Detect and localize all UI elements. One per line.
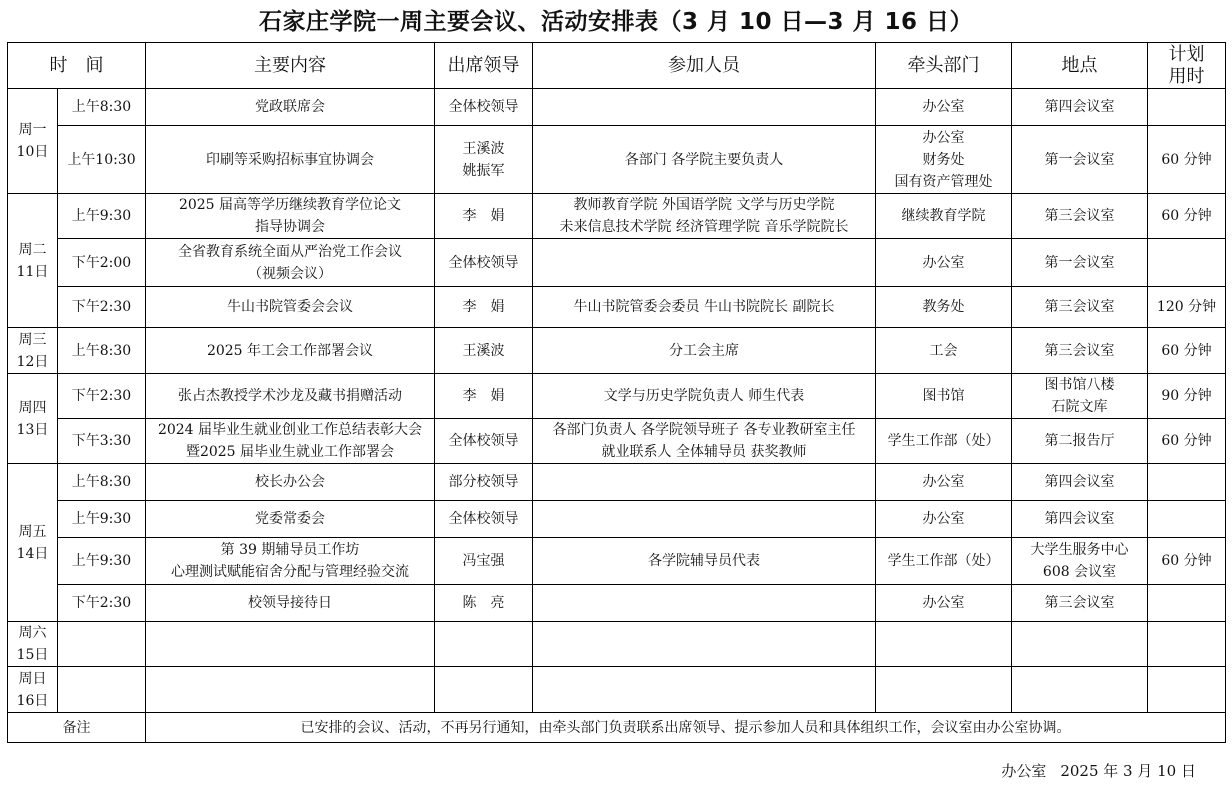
event-participants-line: 文学与历史学院负责人 师生代表 bbox=[603, 388, 805, 404]
event-dept-line: 办公室 bbox=[922, 129, 965, 146]
event-participants-line: 各部门负责人 各学院领导班子 各专业教研室主任 bbox=[552, 422, 856, 438]
event-leader bbox=[435, 419, 533, 464]
event-time bbox=[58, 622, 146, 667]
day-label-line: 周二 bbox=[18, 241, 47, 258]
event-leader-line: 全体校领导 bbox=[448, 254, 519, 271]
schedule-row bbox=[8, 239, 1226, 287]
event-participants bbox=[533, 287, 876, 328]
event-location bbox=[1012, 419, 1148, 464]
event-content bbox=[146, 501, 435, 538]
schedule-body bbox=[8, 89, 1226, 713]
day-label-line: 周日 bbox=[18, 670, 47, 687]
event-content-line: 校领导接待日 bbox=[248, 595, 332, 611]
event-location-line: 第三会议室 bbox=[1044, 299, 1115, 315]
event-content bbox=[146, 622, 435, 667]
event-content bbox=[146, 239, 435, 287]
event-participants-line: 各学院辅导员代表 bbox=[648, 553, 760, 569]
event-duration bbox=[1148, 89, 1226, 126]
event-location-line: 第四会议室 bbox=[1044, 511, 1115, 527]
event-dept-line: 国有资产管理处 bbox=[894, 173, 993, 190]
header-content: 主要内容 bbox=[146, 43, 435, 89]
note-text: 已安排的会议、活动，不再另行通知，由牵头部门负责联系出席领导、提示参加人员和具体组织工作，会议室由办公室协调。 bbox=[146, 713, 1226, 743]
event-time: 上午8:30 bbox=[58, 464, 146, 501]
event-content-line: 2024 届毕业生就业创业工作总结表彰大会 bbox=[157, 422, 423, 438]
event-content-line: 第 39 期辅导员工作坊 bbox=[220, 542, 360, 558]
note-row bbox=[8, 713, 1226, 743]
event-duration: 120 分钟 bbox=[1148, 287, 1226, 328]
schedule-table bbox=[7, 42, 1226, 743]
event-time: 下午2:30 bbox=[58, 287, 146, 328]
event-location bbox=[1012, 287, 1148, 328]
event-content-line: 牛山书院管委会会议 bbox=[227, 299, 353, 315]
event-dept bbox=[876, 328, 1012, 374]
event-dept bbox=[876, 501, 1012, 538]
event-dept-line: 教务处 bbox=[922, 299, 965, 315]
day-label-line: 周一 bbox=[18, 122, 47, 138]
event-dept bbox=[876, 239, 1012, 287]
event-content bbox=[146, 287, 435, 328]
event-leader bbox=[435, 538, 533, 585]
event-participants-line: 未来信息技术学院 经济管理学院 音乐学院院长 bbox=[559, 219, 849, 235]
day-label-line: 10日 bbox=[16, 144, 49, 160]
event-content-line: 张占杰教授学术沙龙及藏书捐赠活动 bbox=[178, 388, 402, 404]
event-content-line: 全省教育系统全面从严治党工作会议 bbox=[178, 243, 402, 260]
event-time: 下午2:00 bbox=[58, 239, 146, 287]
event-leader bbox=[435, 585, 533, 622]
event-leader bbox=[435, 239, 533, 287]
event-participants bbox=[533, 501, 876, 538]
event-dept bbox=[876, 419, 1012, 464]
event-participants bbox=[533, 328, 876, 374]
event-dept-line: 工会 bbox=[929, 342, 958, 359]
event-content-line: 印刷等采购招标事宜协调会 bbox=[206, 151, 374, 168]
footer-date: 2025 年 3 月 10 日 bbox=[1060, 762, 1196, 780]
day-label bbox=[8, 464, 58, 622]
header-location: 地点 bbox=[1012, 43, 1148, 89]
event-participants bbox=[533, 374, 876, 419]
event-participants bbox=[533, 239, 876, 287]
day-label-line: 周三 bbox=[18, 331, 47, 348]
event-leader bbox=[435, 667, 533, 713]
header-leader: 出席领导 bbox=[435, 43, 533, 89]
event-content-line: 校长办公会 bbox=[255, 474, 325, 490]
event-time: 上午9:30 bbox=[58, 538, 146, 585]
event-duration: 60 分钟 bbox=[1148, 126, 1226, 194]
schedule-row bbox=[8, 328, 1226, 374]
event-leader bbox=[435, 464, 533, 501]
event-location-line: 第一会议室 bbox=[1044, 151, 1115, 168]
event-participants bbox=[533, 622, 876, 667]
event-content-line: 党政联席会 bbox=[255, 99, 325, 115]
event-duration bbox=[1148, 239, 1226, 287]
event-participants-line: 教师教育学院 外国语学院 文学与历史学院 bbox=[573, 197, 835, 213]
event-content bbox=[146, 194, 435, 239]
event-participants bbox=[533, 419, 876, 464]
event-participants bbox=[533, 126, 876, 194]
header-dept: 牵头部门 bbox=[876, 43, 1012, 89]
event-participants bbox=[533, 89, 876, 126]
event-dept-line: 图书馆 bbox=[922, 388, 965, 404]
event-participants-line: 各部门 各学院主要负责人 bbox=[624, 151, 784, 168]
event-location-line: 第四会议室 bbox=[1044, 474, 1115, 490]
event-time bbox=[58, 667, 146, 713]
schedule-row bbox=[8, 126, 1226, 194]
event-leader bbox=[435, 501, 533, 538]
header-plan-line2: 用时 bbox=[1168, 65, 1205, 87]
event-time: 下午2:30 bbox=[58, 585, 146, 622]
event-leader bbox=[435, 194, 533, 239]
day-label-line: 16日 bbox=[16, 692, 49, 709]
event-content-line: 暨2025 届毕业生就业工作部署会 bbox=[185, 444, 395, 460]
schedule-row bbox=[8, 501, 1226, 538]
event-location bbox=[1012, 89, 1148, 126]
event-time: 上午10:30 bbox=[58, 126, 146, 194]
event-dept bbox=[876, 89, 1012, 126]
schedule-row bbox=[8, 287, 1226, 328]
event-location bbox=[1012, 239, 1148, 287]
event-leader-line: 部分校领导 bbox=[448, 474, 519, 490]
day-label-line: 14日 bbox=[16, 545, 49, 562]
event-dept-line: 办公室 bbox=[922, 595, 965, 611]
event-leader bbox=[435, 287, 533, 328]
event-dept-line: 学生工作部（处） bbox=[887, 553, 1000, 569]
event-participants-line: 就业联系人 全体辅导员 获奖教师 bbox=[601, 444, 807, 460]
event-leader-line: 全体校领导 bbox=[448, 433, 519, 449]
day-label bbox=[8, 667, 58, 713]
event-leader bbox=[435, 126, 533, 194]
event-duration bbox=[1148, 464, 1226, 501]
event-dept bbox=[876, 194, 1012, 239]
event-duration bbox=[1148, 667, 1226, 713]
day-label-line: 13日 bbox=[16, 421, 49, 438]
header-plan-line1: 计划 bbox=[1168, 43, 1205, 65]
event-dept bbox=[876, 622, 1012, 667]
event-location-line: 第四会议室 bbox=[1044, 99, 1115, 115]
day-label bbox=[8, 89, 58, 194]
event-dept bbox=[876, 287, 1012, 328]
event-content bbox=[146, 667, 435, 713]
event-location bbox=[1012, 501, 1148, 538]
event-location-line: 第二报告厅 bbox=[1044, 433, 1115, 449]
event-leader-line: 陈 亮 bbox=[462, 595, 505, 611]
event-location-line: 608 会议室 bbox=[1042, 564, 1117, 580]
day-label-line: 周六 bbox=[18, 625, 47, 641]
footer-office: 办公室 bbox=[1001, 762, 1047, 780]
event-leader bbox=[435, 328, 533, 374]
event-content bbox=[146, 538, 435, 585]
event-dept bbox=[876, 585, 1012, 622]
event-content-line: 2025 年工会工作部署会议 bbox=[206, 342, 374, 359]
event-leader-line: 冯宝强 bbox=[462, 553, 505, 569]
schedule-row bbox=[8, 89, 1226, 126]
event-location-line: 图书馆八楼 bbox=[1044, 377, 1115, 393]
event-dept-line: 办公室 bbox=[922, 254, 965, 271]
event-content bbox=[146, 585, 435, 622]
event-participants-line: 牛山书院管委会委员 牛山书院院长 副院长 bbox=[573, 299, 835, 315]
event-duration bbox=[1148, 501, 1226, 538]
day-label bbox=[8, 328, 58, 374]
event-dept-line: 学生工作部（处） bbox=[887, 433, 1000, 449]
day-label-line: 15日 bbox=[16, 647, 49, 663]
event-dept-line: 办公室 bbox=[922, 474, 965, 490]
event-time: 下午2:30 bbox=[58, 374, 146, 419]
schedule-row bbox=[8, 464, 1226, 501]
event-dept-line: 办公室 bbox=[922, 99, 965, 115]
event-location bbox=[1012, 374, 1148, 419]
day-label-line: 11日 bbox=[16, 263, 49, 280]
schedule-row bbox=[8, 194, 1226, 239]
event-dept bbox=[876, 464, 1012, 501]
event-content bbox=[146, 464, 435, 501]
event-dept bbox=[876, 374, 1012, 419]
event-leader-line: 王溪波 bbox=[462, 342, 505, 359]
event-duration: 90 分钟 bbox=[1148, 374, 1226, 419]
day-label-line: 12日 bbox=[16, 353, 49, 370]
event-participants bbox=[533, 585, 876, 622]
event-dept-line: 继续教育学院 bbox=[901, 208, 986, 224]
event-leader-line: 李 娟 bbox=[462, 299, 505, 315]
header-row bbox=[8, 43, 1226, 89]
event-dept bbox=[876, 126, 1012, 194]
event-participants bbox=[533, 194, 876, 239]
event-content bbox=[146, 419, 435, 464]
event-time: 下午3:30 bbox=[58, 419, 146, 464]
event-duration: 60 分钟 bbox=[1148, 328, 1226, 374]
event-time: 上午9:30 bbox=[58, 501, 146, 538]
event-location bbox=[1012, 585, 1148, 622]
event-leader-line: 全体校领导 bbox=[448, 511, 519, 527]
event-content-line: 心理测试赋能宿舍分配与管理经验交流 bbox=[171, 564, 409, 580]
event-leader-line: 全体校领导 bbox=[448, 99, 519, 115]
header-time: 时 间 bbox=[8, 43, 146, 89]
event-leader bbox=[435, 622, 533, 667]
event-location bbox=[1012, 538, 1148, 585]
event-location bbox=[1012, 667, 1148, 713]
event-participants-line: 分工会主席 bbox=[669, 342, 739, 359]
event-location-line: 第三会议室 bbox=[1044, 208, 1115, 224]
event-dept-line: 财务处 bbox=[922, 151, 965, 168]
event-leader-line: 李 娟 bbox=[462, 388, 505, 404]
event-participants bbox=[533, 538, 876, 585]
schedule-row bbox=[8, 622, 1226, 667]
event-duration: 60 分钟 bbox=[1148, 194, 1226, 239]
event-participants bbox=[533, 667, 876, 713]
event-content bbox=[146, 374, 435, 419]
event-leader-line: 王溪波 bbox=[462, 140, 505, 157]
event-location-line: 第一会议室 bbox=[1044, 254, 1115, 271]
event-location-line: 大学生服务中心 bbox=[1030, 542, 1129, 558]
event-location bbox=[1012, 464, 1148, 501]
event-participants bbox=[533, 464, 876, 501]
event-leader bbox=[435, 374, 533, 419]
day-label-line: 周四 bbox=[18, 399, 47, 416]
event-leader bbox=[435, 89, 533, 126]
event-leader-line: 姚振军 bbox=[462, 162, 505, 179]
event-dept bbox=[876, 667, 1012, 713]
event-location bbox=[1012, 622, 1148, 667]
event-content-line: （视频会议） bbox=[248, 265, 332, 282]
event-duration bbox=[1148, 585, 1226, 622]
event-dept bbox=[876, 538, 1012, 585]
event-time: 上午8:30 bbox=[58, 89, 146, 126]
event-leader-line: 李 娟 bbox=[462, 208, 505, 224]
event-time: 上午8:30 bbox=[58, 328, 146, 374]
schedule-row bbox=[8, 538, 1226, 585]
day-label bbox=[8, 622, 58, 667]
schedule-row bbox=[8, 667, 1226, 713]
schedule-row bbox=[8, 374, 1226, 419]
event-content-line: 指导协调会 bbox=[255, 219, 325, 235]
event-location bbox=[1012, 328, 1148, 374]
page-title: 石家庄学院一周主要会议、活动安排表（3 月 10 日—3 月 16 日） bbox=[258, 9, 974, 35]
schedule-row bbox=[8, 585, 1226, 622]
event-content-line: 2025 届高等学历继续教育学位论文 bbox=[178, 197, 402, 213]
footer bbox=[1001, 760, 1196, 781]
event-location bbox=[1012, 194, 1148, 239]
day-label bbox=[8, 374, 58, 464]
event-content bbox=[146, 328, 435, 374]
day-label-line: 周五 bbox=[18, 523, 47, 540]
event-content bbox=[146, 89, 435, 126]
event-time: 上午9:30 bbox=[58, 194, 146, 239]
note-label: 备注 bbox=[8, 713, 146, 743]
event-content-line: 党委常委会 bbox=[255, 511, 325, 527]
event-duration: 60 分钟 bbox=[1148, 538, 1226, 585]
event-dept-line: 办公室 bbox=[922, 511, 965, 527]
header-plan-duration bbox=[1148, 43, 1226, 89]
event-duration bbox=[1148, 622, 1226, 667]
event-content bbox=[146, 126, 435, 194]
header-participants: 参加人员 bbox=[533, 43, 876, 89]
event-location-line: 石院文库 bbox=[1051, 399, 1108, 415]
event-location-line: 第三会议室 bbox=[1044, 595, 1115, 611]
event-location-line: 第三会议室 bbox=[1044, 342, 1115, 359]
schedule-row bbox=[8, 419, 1226, 464]
event-duration: 60 分钟 bbox=[1148, 419, 1226, 464]
event-location bbox=[1012, 126, 1148, 194]
day-label bbox=[8, 194, 58, 328]
